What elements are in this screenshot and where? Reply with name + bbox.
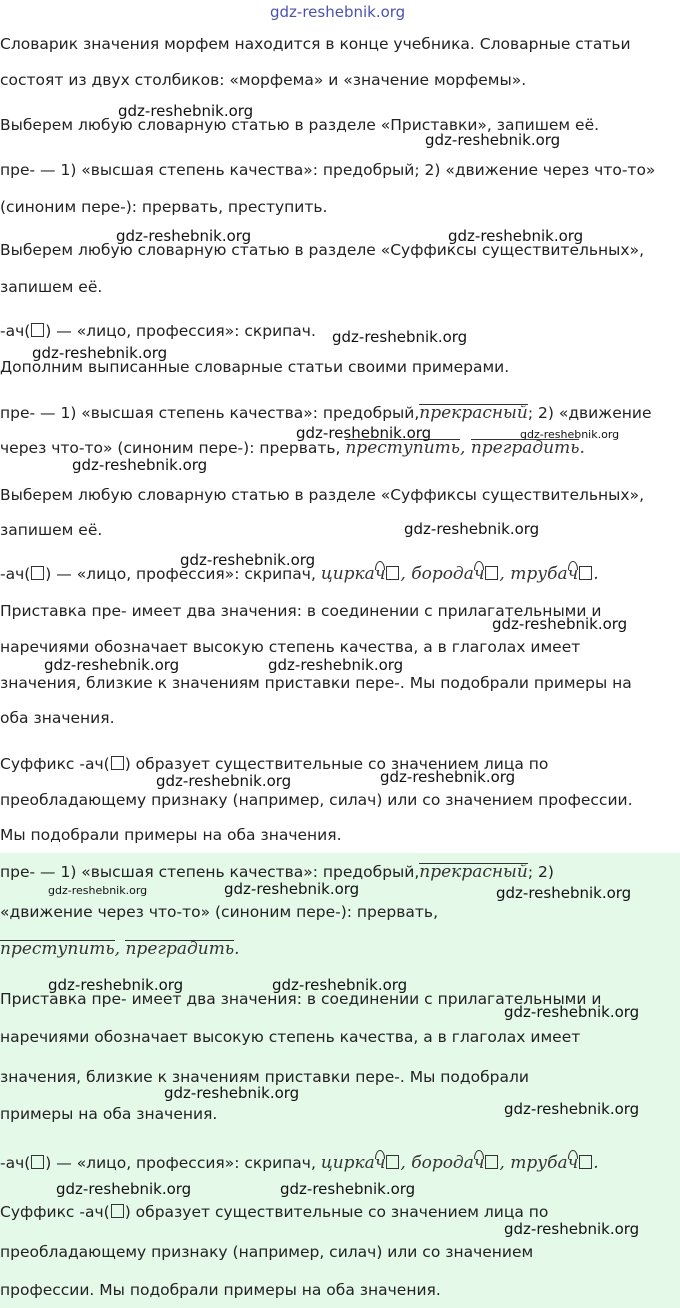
ending-box-icon	[31, 1155, 44, 1169]
text-line: преобладающему признаку (например, силач) или со значением	[0, 1243, 534, 1261]
text-line: Приставка пре- имеет два значения: в соединении с прилагательными и	[0, 602, 602, 620]
watermark: gdz-reshebnik.org	[448, 227, 584, 245]
text-line: Словарик значения морфем находится в конце учебника. Словарные статьи	[0, 35, 631, 53]
text-line: пре- — 1) «высшая степень качества»: предобрый,прекрасный; 2)	[0, 862, 554, 882]
text-line: оба значения.	[0, 709, 115, 727]
ending-box-icon	[386, 1155, 399, 1169]
text-line: -ач( ) — «лицо, профессия»: скрипач, циркач , бородач , трубач .	[0, 1153, 599, 1173]
text-line: наречиями обозначает высокую степень качества, а в глаголах имеет	[0, 638, 581, 656]
watermark: gdz-reshebnik.org	[72, 456, 208, 474]
watermark: gdz-reshebnik.org	[164, 1084, 300, 1102]
watermark: gdz-reshebnik.org	[32, 344, 168, 362]
watermark: gdz-reshebnik.org	[504, 1220, 640, 1238]
ending-box-icon	[31, 323, 44, 337]
text-line: преступить, преградить.	[0, 939, 240, 959]
ending-box-icon	[579, 1155, 592, 1169]
watermark: gdz-reshebnik.org	[496, 884, 632, 902]
watermark: gdz-reshebnik.org	[425, 131, 561, 149]
watermark: gdz-reshebnik.org	[116, 227, 252, 245]
text-line: пре- — 1) «высшая степень качества»: предобрый,прекрасный; 2) «движение	[0, 403, 652, 423]
watermark: gdz-reshebnik.org	[268, 656, 404, 674]
watermark: gdz-reshebnik.org	[492, 615, 628, 633]
text-line: Приставка пре- имеет два значения: в соединении с прилагательными и	[0, 990, 602, 1008]
prefix-example: преградить	[470, 438, 580, 458]
suffix-arc: ч	[374, 1153, 386, 1173]
text-line: через что-то» (синоним пере-): прервать, преступить, преградить.	[0, 438, 585, 458]
watermark: gdz-reshebnik.org	[520, 428, 620, 441]
watermark: gdz-reshebnik.org	[224, 880, 360, 898]
watermark: gdz-reshebnik.org	[48, 884, 148, 897]
ending-box-icon	[579, 566, 592, 580]
text-line: наречиями обозначает высокую степень качества, а в глаголах имеет	[0, 1028, 581, 1046]
watermark: gdz-reshebnik.org	[280, 1180, 416, 1198]
ending-box-icon	[111, 1204, 124, 1218]
prefix-example: преступить	[0, 939, 115, 959]
text-line: Выберем любую словарную статью в разделе «Суффиксы существительных»,	[0, 241, 644, 259]
text-line: значения, близкие к значениям приставки пере-. Мы подобрали примеры на	[0, 674, 632, 692]
ending-box-icon	[31, 566, 44, 580]
prefix-example: преступить	[345, 438, 461, 458]
suffix-arc: ч	[567, 1153, 579, 1173]
watermark: gdz-reshebnik.org	[272, 976, 408, 994]
text-line: пре- — 1) «высшая степень качества»: предобрый; 2) «движение через что-то»	[0, 161, 656, 179]
ending-box-icon	[386, 566, 399, 580]
watermark: gdz-reshebnik.org	[48, 976, 184, 994]
suffix-arc: ч	[473, 564, 485, 584]
text-line: Суффикс -ач( ) образует существительные со значением лица по	[0, 1203, 549, 1221]
watermark: gdz-reshebnik.org	[118, 102, 254, 120]
text-line: состоят из двух столбиков: «морфема» и «значение морфемы».	[0, 71, 527, 89]
text-line: значения, близкие к значениям приставки пере-. Мы подобрали	[0, 1068, 529, 1086]
watermark: gdz-reshebnik.org	[296, 424, 432, 442]
suffix-arc: ч	[567, 564, 579, 584]
watermark: gdz-reshebnik.org	[404, 520, 540, 538]
ending-box-icon	[485, 1155, 498, 1169]
suffix-arc: ч	[473, 1153, 485, 1173]
ending-box-icon	[485, 566, 498, 580]
text-line: Дополним выписанные словарные статьи своими примерами.	[0, 358, 510, 376]
watermark: gdz-reshebnik.org	[156, 772, 292, 790]
text-line: «движение через что-то» (синоним пере-): прервать,	[0, 903, 438, 921]
watermark: gdz-reshebnik.org	[380, 768, 516, 786]
text-line: преобладающему признаку (например, силач) или со значением профессии.	[0, 791, 633, 809]
text-line: профессии. Мы подобрали примеры на оба значения.	[0, 1281, 441, 1299]
watermark: gdz-reshebnik.org	[270, 3, 406, 21]
watermark: gdz-reshebnik.org	[44, 656, 180, 674]
text-line: Суффикс -ач( ) образует существительные со значением лица по	[0, 755, 549, 773]
watermark: gdz-reshebnik.org	[56, 1180, 192, 1198]
text-line: (синоним пере-): прервать, преступить.	[0, 198, 328, 216]
watermark: gdz-reshebnik.org	[504, 1003, 640, 1021]
text-line: -ач( ) — «лицо, профессия»: скрипач, циркач , бородач , трубач .	[0, 564, 599, 584]
text-line: Выберем любую словарную статью в разделе «Суффиксы существительных»,	[0, 486, 644, 504]
watermark: gdz-reshebnik.org	[332, 328, 468, 346]
text-line: примеры на оба значения.	[0, 1105, 218, 1123]
text-line: Мы подобрали примеры на оба значения.	[0, 826, 342, 844]
text-line: запишем её.	[0, 521, 103, 539]
watermark: gdz-reshebnik.org	[180, 551, 316, 569]
text-line: Выберем любую словарную статью в разделе «Приставки», запишем её.	[0, 116, 600, 134]
prefix-example: прекрасный	[419, 862, 528, 882]
prefix-example: прекрасный	[419, 403, 528, 423]
ending-box-icon	[111, 756, 124, 770]
watermark: gdz-reshebnik.org	[504, 1100, 640, 1118]
text-line: -ач( ) — «лицо, профессия»: скрипач.	[0, 322, 316, 340]
text-line: запишем её.	[0, 278, 103, 296]
prefix-example: преградить	[125, 939, 235, 959]
suffix-arc: ч	[374, 564, 386, 584]
